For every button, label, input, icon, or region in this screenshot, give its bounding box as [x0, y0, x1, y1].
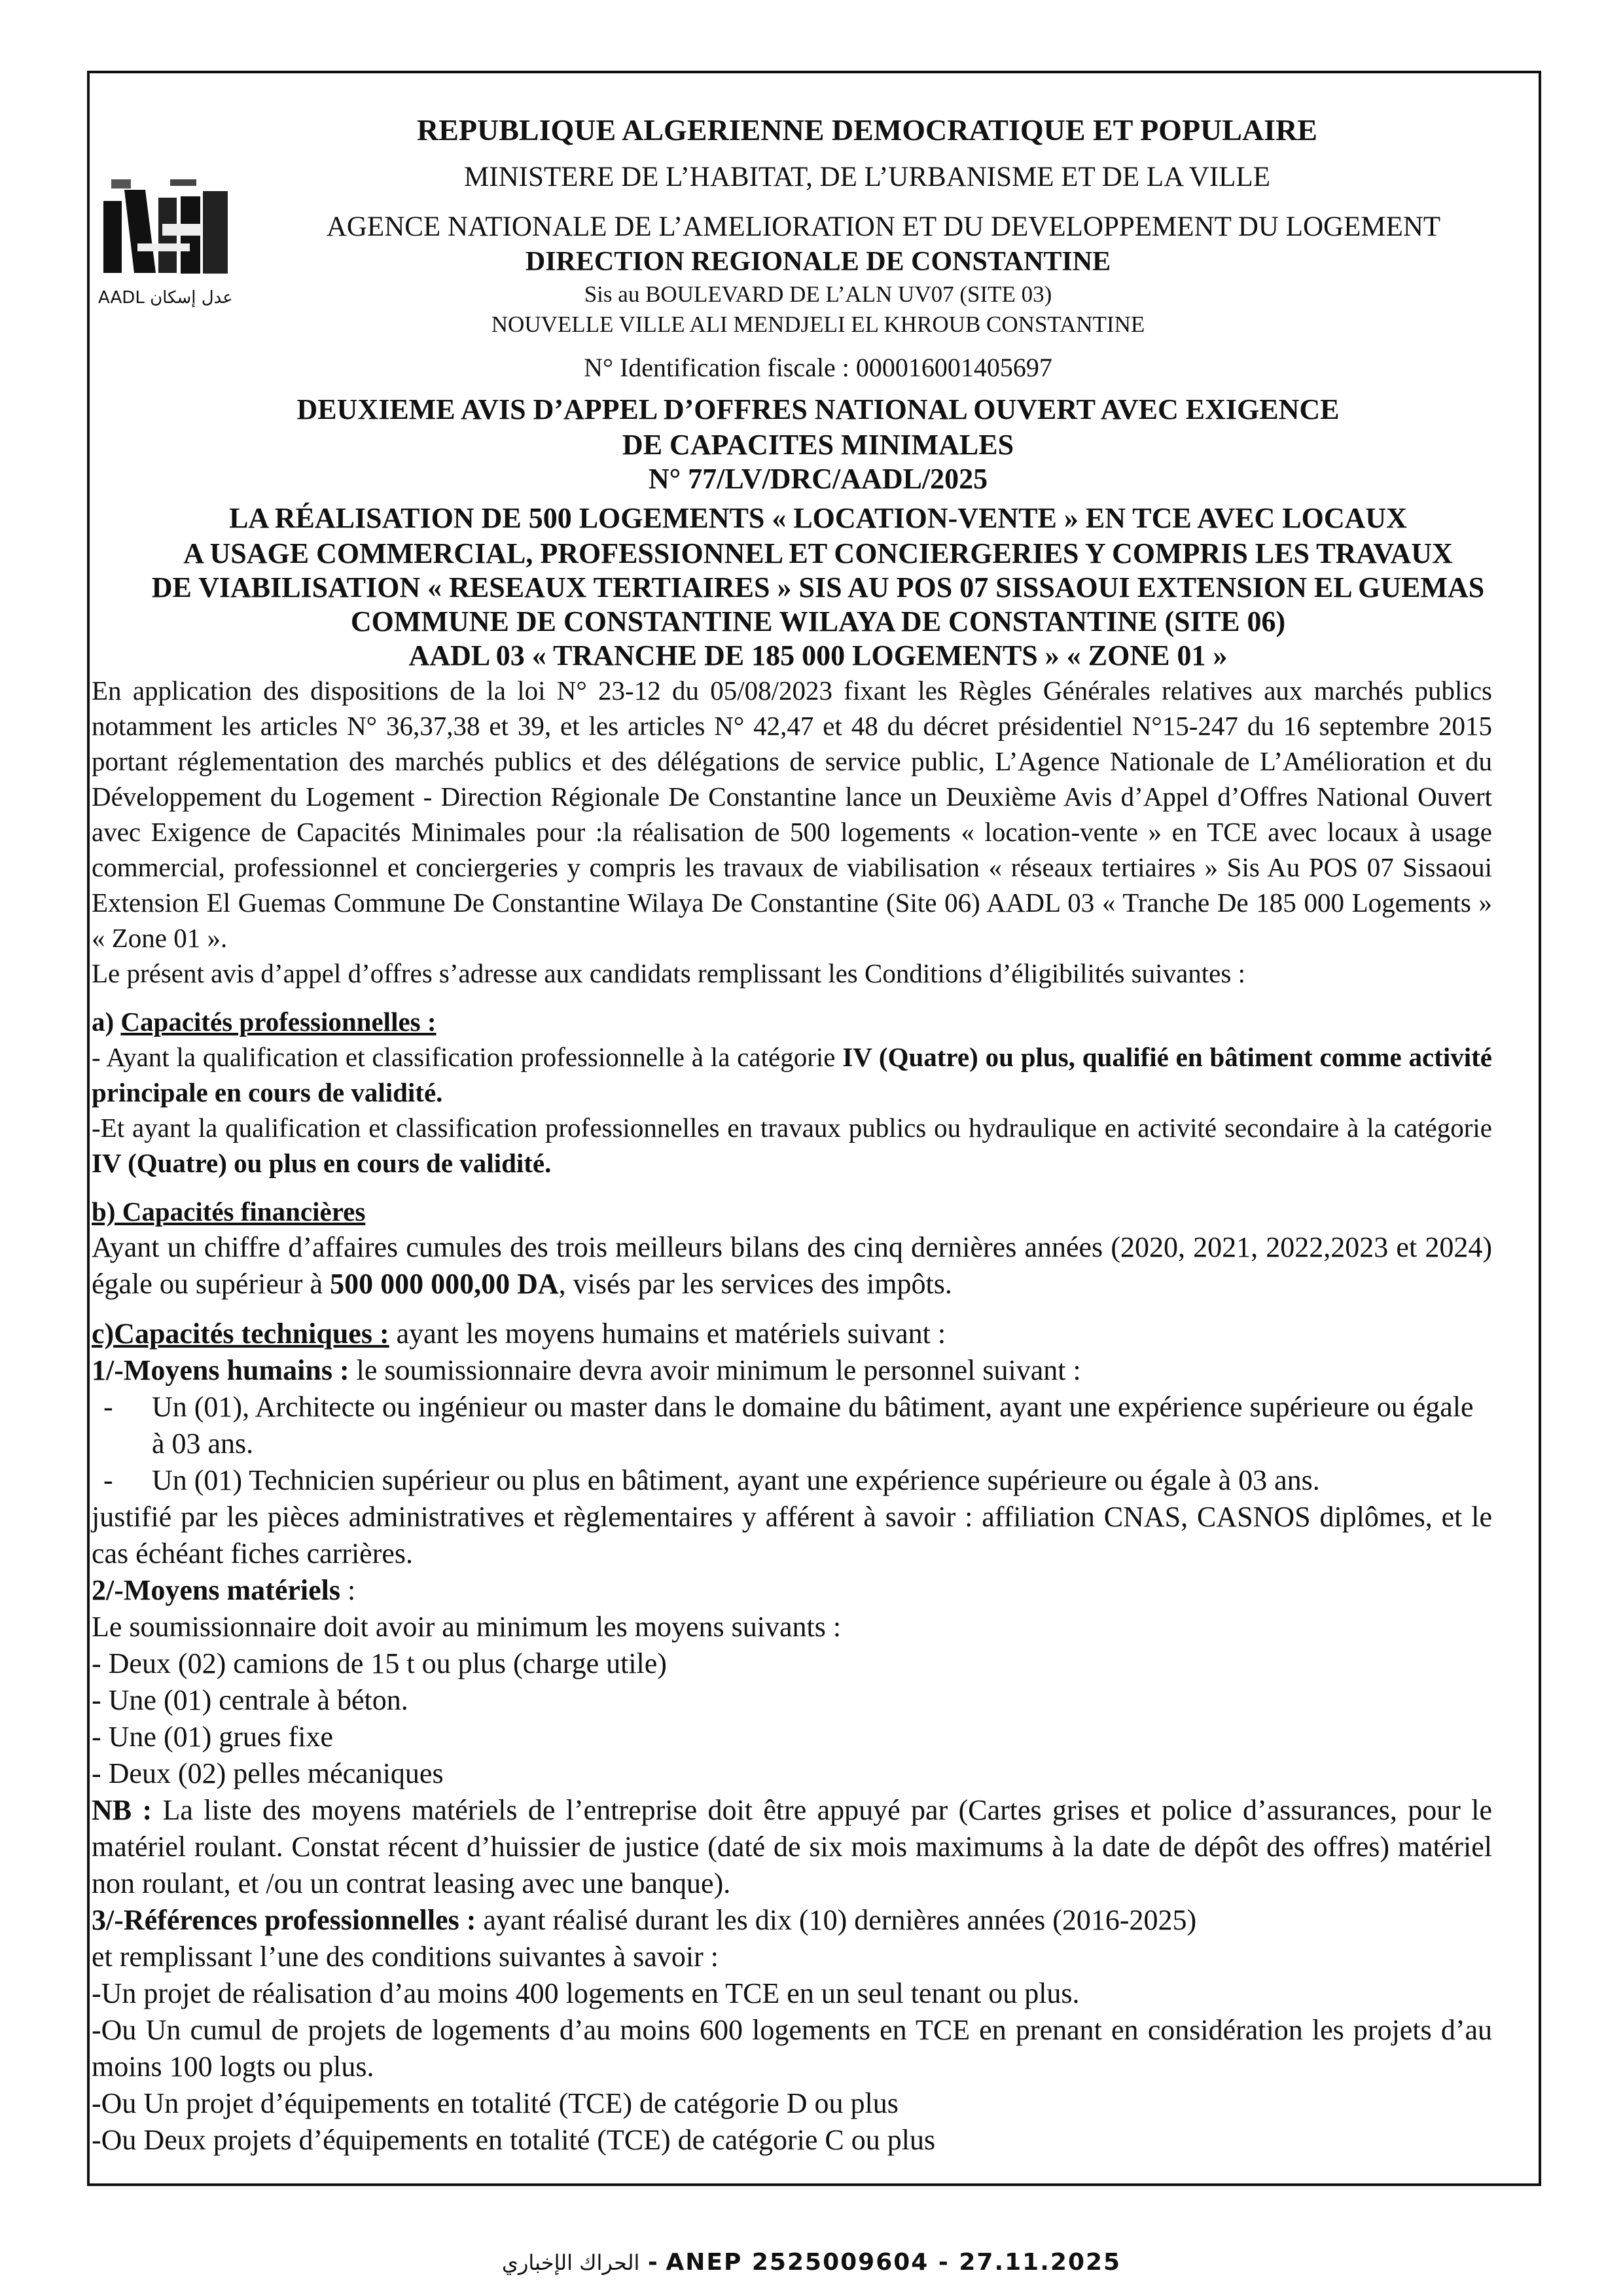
tax-id: N° Identification fiscale : 000016001405697 — [584, 353, 1052, 382]
agency-title: AGENCE NATIONALE DE L’AMELIORATION ET DU DEVELOPPEMENT DU LOGEMENT — [326, 211, 1441, 242]
section-a-item-2-text: -Et ayant la qualification et classification professionnelles en travaux publics ou hydraulique en activité secondaire à la catégorie — [92, 1113, 1492, 1143]
address-line-2: NOUVELLE VILLE ALI MENDJELI EL KHROUB CONSTANTINE — [491, 312, 1145, 337]
human-item-2-text: Un (01) Technicien supérieur ou plus en bâtiment, ayant une expérience supérieure ou égale à 03 ans. — [152, 1464, 1320, 1496]
anep-reference: - ANEP 2525009604 - 27.11.2025 — [639, 2249, 1122, 2276]
eligibility-paragraph: Le présent avis d’appel d’offres s’adresse aux candidats remplissant les Conditions d’éligibilités suivantes : — [92, 958, 1245, 988]
object-line-4: COMMUNE DE CONSTANTINE WILAYA DE CONSTANTINE (SITE 06) — [350, 605, 1286, 637]
logo-caption: AADL عدل إسكان — [98, 288, 233, 308]
human-item-1: - Un (01), Architecte ou ingénieur ou master dans le domaine du bâtiment, ayant une expérience supérieure ou égale à 03 ans. — [103, 1391, 1474, 1460]
section-a-item-1 — [92, 1039, 1492, 1110]
section-b-text-end: , visés par les services des impôts. — [558, 1268, 952, 1300]
ministry-title: MINISTERE DE L’HABITAT, DE L’URBANISME ET DE LA VILLE — [464, 162, 1270, 192]
section-a-item-1-text: - Ayant la qualification et classification professionnelle à la catégorie — [92, 1042, 843, 1072]
section-c-title: c)Capacités techniques : — [92, 1318, 389, 1350]
notice-body — [92, 673, 1492, 2159]
material-heading — [92, 1572, 1492, 1609]
nb-text: La liste des moyens matériels de l’entreprise doit être appuyé par (Cartes grises et police d’assurances, pour le matériel roulant. Constat récent d’huissier de justice (daté de six mois maximums à la date de dépôt des offres) matériel non roulant, et /ou un contrat leasing avec une banque). — [92, 1794, 1492, 1899]
object-line-2: A USAGE COMMERCIAL, PROFESSIONNEL ET CONCIERGERIES Y COMPRIS LES TRAVAUX — [183, 537, 1453, 569]
section-a-item-2 — [92, 1110, 1492, 1181]
material-title-rest: : — [340, 1574, 356, 1606]
section-a-heading — [92, 1004, 1492, 1039]
reference-item: -Ou Un cumul de projets de logements d’au moins 600 logements en TCE en prenant en considération les projets d’au moins 100 logts ou plus. — [92, 2014, 1492, 2083]
object-line-1: LA RÉALISATION DE 500 LOGEMENTS « LOCATION-VENTE » EN TCE AVEC LOCAUX — [229, 502, 1407, 534]
material-item: - Une (01) grues fixe — [92, 1721, 333, 1753]
human-resources-heading — [92, 1352, 1492, 1389]
material-item: - Une (01) centrale à béton. — [92, 1684, 408, 1716]
section-c-heading — [92, 1316, 1492, 1352]
section-b-heading — [92, 1194, 1492, 1229]
references-rest: ayant réalisé durant les dix (10) dernières années (2016-2025) — [476, 1904, 1197, 1936]
turnover-amount: 500 000 000,00 DA — [330, 1268, 559, 1300]
nb-paragraph — [92, 1792, 1492, 1902]
notice-number: N° 77/LV/DRC/AADL/2025 — [648, 463, 988, 495]
section-b-text-start: Ayant un chiffre d’affaires cumules des trois meilleurs bilans des cinq dernières années (2020, 2021, 2022,2023 et 2024) égale ou supérieur à — [92, 1231, 1492, 1300]
human-item-2: - Un (01) Technicien supérieur ou plus en bâtiment, ayant une expérience supérieure ou égale à 03 ans. — [103, 1464, 1320, 1496]
nb-label: NB : — [92, 1794, 152, 1826]
section-a-item-2-bold: IV (Quatre) ou plus en cours de validité. — [92, 1148, 552, 1178]
notice-title-1: DEUXIEME AVIS D’APPEL D’OFFRES NATIONAL OUVERT AVEC EXIGENCE — [296, 393, 1340, 425]
object-line-5: AADL 03 « TRANCHE DE 185 000 LOGEMENTS » « ZONE 01 » — [408, 639, 1228, 672]
direction-title: DIRECTION REGIONALE DE CONSTANTINE — [525, 247, 1111, 277]
newspaper-name: الحراك الإخباري — [501, 2250, 640, 2275]
section-b-title: b) Capacités financières — [92, 1196, 366, 1227]
references-title: 3/-Références professionnelles : — [92, 1904, 476, 1936]
object-line-3: DE VIABILISATION « RESEAUX TERTIAIRES » SIS AU POS 07 SISSAOUI EXTENSION EL GUEMAS — [151, 571, 1485, 603]
notice-title-2: DE CAPACITES MINIMALES — [622, 429, 1014, 461]
section-c-title-rest: ayant les moyens humains et matériels suivant : — [389, 1318, 946, 1350]
address-line-1: Sis au BOULEVARD DE L’ALN UV07 (SITE 03) — [584, 281, 1052, 307]
section-a-item-1-bold: IV (Quatre) ou plus, qualifié en bâtiment comme activité principale en cours de validité. — [92, 1042, 1492, 1107]
section-a-prefix: a) — [92, 1007, 115, 1037]
intro-paragraph: En application des dispositions de la loi N° 23-12 du 05/08/2023 fixant les Règles Générales relatives aux marchés publics notamment les articles N° 36,37,38 et 39, et les articles N° 42,47 et 48 du décret présidentiel N°15-247 du 16 septembre 2015 portant réglementation des marchés publics et des délégations de service public, L’Agence Nationale de L’Amélioration et du Développement du Logement - Direction Régionale De Constantine lance un Deuxième Avis d’Appel d’Offres National Ouvert avec Exigence de Capacités Minimales pour :la réalisation de 500 logements « location-vente » en TCE avec locaux à usage commercial, professionnel et conciergeries y compris les travaux de viabilisation « réseaux tertiaires » Sis Au POS 07 Sissaoui Extension El Guemas Commune De Constantine Wilaya De Constantine (Site 06) AADL 03 « Tranche De 185 000 Logements » « Zone 01 ». — [92, 675, 1492, 953]
section-a-title: Capacités professionnelles : — [120, 1007, 437, 1037]
references-heading — [92, 1902, 1492, 1939]
section-b-text — [92, 1229, 1492, 1302]
human-justification: justifié par les pièces administratives et règlementaires y afférent à savoir : affiliation CNAS, CASNOS diplômes, et le cas échéant fiches carrières. — [92, 1501, 1492, 1570]
republic-title: REPUBLIQUE ALGERIENNE DEMOCRATIQUE ET POPULAIRE — [417, 113, 1317, 147]
material-intro: Le soumissionnaire doit avoir au minimum les moyens suivants : — [92, 1611, 842, 1643]
publication-footer — [0, 2249, 1623, 2276]
human-item-1-text: Un (01), Architecte ou ingénieur ou master dans le domaine du bâtiment, ayant une expérience supérieure ou égale à 03 ans. — [152, 1391, 1474, 1460]
reference-item: -Ou Deux projets d’équipements en totalité (TCE) de catégorie C ou plus — [92, 2124, 936, 2156]
material-title: 2/-Moyens matériels — [92, 1574, 340, 1606]
human-resources-title: 1/-Moyens humains : — [92, 1354, 349, 1386]
human-resources-rest: le soumissionnaire devra avoir minimum le personnel suivant : — [349, 1354, 1081, 1386]
reference-item: -Ou Un projet d’équipements en totalité (TCE) de catégorie D ou plus — [92, 2087, 899, 2119]
material-item: - Deux (02) camions de 15 t ou plus (charge utile) — [92, 1647, 667, 1679]
references-intro: et remplissant l’une des conditions suivantes à savoir : — [92, 1941, 719, 1973]
material-item: - Deux (02) pelles mécaniques — [92, 1757, 444, 1789]
reference-item: -Un projet de réalisation d’au moins 400 logements en TCE en un seul tenant ou plus. — [92, 1977, 1080, 2009]
